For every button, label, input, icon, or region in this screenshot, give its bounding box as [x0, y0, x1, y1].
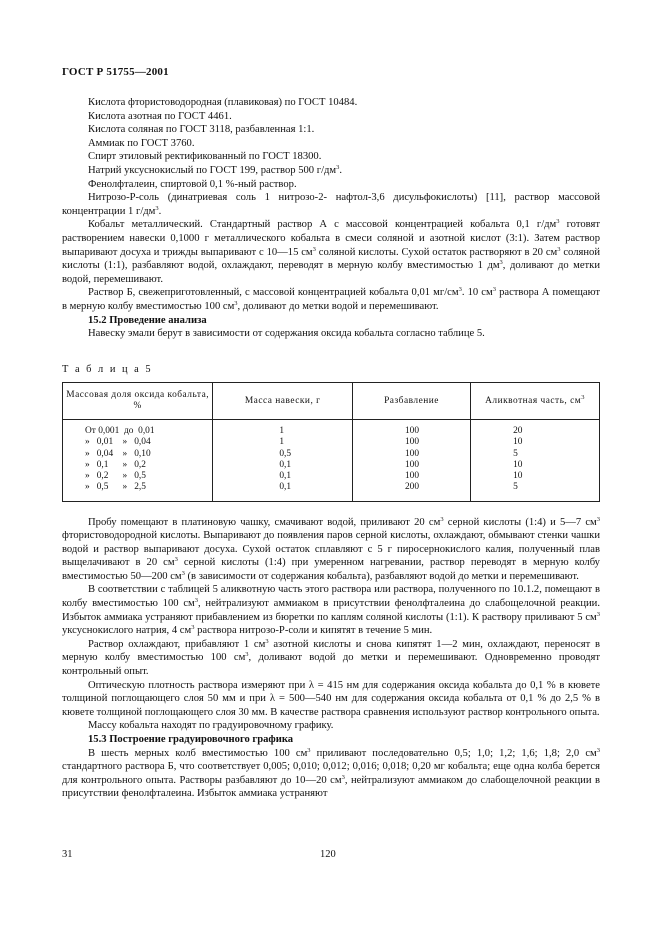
cell-aliquot: 10: [471, 471, 600, 482]
table-row: [63, 482, 600, 501]
col-header-mass: Масса навески, г: [213, 383, 353, 420]
cell-aliquot: 10: [471, 437, 600, 448]
reagent-line: Кислота азотная по ГОСТ 4461.: [88, 110, 232, 122]
section-heading-15-2: 15.2 Проведение анализа: [88, 314, 207, 326]
cell-range: » 0,04 » 0,10: [63, 449, 213, 460]
footer-page-number: 120: [320, 849, 336, 860]
table-caption: Т а б л и ц а 5: [62, 363, 153, 375]
cell-mass: 1: [213, 437, 353, 448]
paragraph-cobalt: Кобальт металлический. Стандартный раствор А с массовой концентрацией кобальта 0,1 $г/дм^3$ готовят растворением навески 0,1000 г металлического кобальта в смеси соляной и азотной кислот (3:1). Затем раствор выпаривают досуха и трижды выпаривают с 10—15 $см^3$ соляной кислоты. Сухой остаток растворяют в 20 $см^3$ соляной кислоты (1:1), разбавляют водой, охлаждают, переводят в мерную колбу вместимостью 1 $дм^3$, доливают до метки водой, перемешивают.: [62, 218, 600, 285]
table-header-row: [63, 383, 600, 420]
cell-aliquot: 5: [471, 482, 600, 501]
cell-mass: 1: [213, 420, 353, 438]
table-row: [63, 449, 600, 460]
paragraph-optical: Оптическую плотность раствора измеряют при λ = 415 нм для содержания оксида кобальта до 0,1 % в кювете толщиной поглощающего слоя 50 мм и при λ = 500—540 нм для содержания оксида кобальта от 0,1 % до 2,5 % в кювете толщиной поглощающего слоя 30 мм. В качестве раствора сравнения используют раствор контрольного опыта.: [62, 679, 600, 718]
table-5: [62, 382, 600, 501]
paragraph-solution-b: Раствор Б, свежеприготовленный, с массовой концентрацией кобальта 0,01 $мг/см^3$. 10 $см^3$ раствора А помещают в мерную колбу вместимостью 100 $см^3$, доливают до метки водой и перемешивают.: [62, 286, 600, 312]
table-row: [63, 471, 600, 482]
reagent-line: Кислота фтористоводородная (плавиковая) по ГОСТ 10484.: [88, 97, 358, 108]
reagent-line: Фенолфталеин, спиртовой 0,1 %-ный раствор.: [88, 178, 297, 190]
document-header: ГОСТ Р 51755—2001: [62, 66, 169, 78]
paragraph-mass: Массу кобальта находят по градуировочному графику.: [88, 720, 334, 732]
cell-mass: 0,5: [213, 449, 353, 460]
reagent-line: Аммиак по ГОСТ 3760.: [88, 137, 195, 149]
cell-range: » 0,5 » 2,5: [63, 482, 213, 501]
footer-page-left: 31: [62, 849, 73, 860]
table-row: [63, 437, 600, 448]
reagent-line: Кислота соляная по ГОСТ 3118, разбавленная 1:1.: [88, 124, 315, 136]
cell-range: » 0,1 » 0,2: [63, 460, 213, 471]
section-heading-15-3: 15.3 Построение градуировочного графика: [88, 734, 294, 745]
cell-mass: 0,1: [213, 482, 353, 501]
cell-dilution: 100: [352, 437, 470, 448]
cell-dilution: 100: [352, 449, 470, 460]
paragraph-aliquot: В соответствии с таблицей 5 аликвотную часть этого раствора или раствора, полученного по 10.1.2, помещают в колбу вместимостью 100 $см^3$, нейтрализуют аммиаком в присутствии фенолфталеина до слабощелочной реакции. Избыток аммиака устраняют прибавлением из бюретки по каплям соляной кислоты (1:1). К раствору приливают 5 $см^3$ уксуснокислого натрия, 4 $см^3$ раствора нитрозо-Р-соли и кипятят в течение 5 мин.: [62, 584, 600, 637]
paragraph-nitroso: Нитрозо-Р-соль (динатриевая соль 1 нитрозо-2- нафтол-3,6 дисульфокислоты) [11], раствор массовой концентрации 1 $г/дм^3$.: [62, 192, 600, 217]
cell-mass: 0,1: [213, 460, 353, 471]
cell-dilution: 200: [352, 482, 470, 501]
col-header-aliquot: Аликвотная часть, $см^3$: [471, 383, 600, 420]
cell-aliquot: 20: [471, 420, 600, 438]
table-row: [63, 420, 600, 438]
paragraph-calibration: В шесть мерных колб вместимостью 100 $см^3$ приливают последовательно 0,5; 1,0; 1,2; 1,6; 1,8; 2,0 $см^3$ стандартного раствора Б, что соответствует 0,005; 0,010; 0,012; 0,016; 0,018; 0,20 мг кобальта; еще одна колба берется для контрольного опыта. Растворы разбавляют до 10—20 $см^3$, нейтрализуют аммиаком до слабощелочной реакции в присутствии фенолфталеина. Избыток аммиака устраняют: [62, 746, 600, 800]
reagent-line: Натрий уксуснокислый по ГОСТ 199, раствор 500 $г/дм^3$.: [88, 163, 343, 176]
cell-dilution: 100: [352, 460, 470, 471]
spacer: [62, 502, 600, 516]
cell-range: От 0,001 до 0,01: [63, 420, 213, 438]
cell-mass: 0,1: [213, 471, 353, 482]
col-header-oxide: Массовая доля оксида кобальта, %: [63, 383, 213, 420]
page-body: [62, 96, 600, 801]
reagent-line: Спирт этиловый ректификованный по ГОСТ 18300.: [88, 151, 322, 163]
paragraph-probe: Пробу помещают в платиновую чашку, смачивают водой, приливают 20 $см^3$ серной кислоты (1:4) и 5—7 $см^3$ фтористоводородной кислоты. Выпаривают до появления паров серной кислоты, охлаждают, обмывают стенки чашки водой и раствор выпаривают досуха. Сухой остаток сплавляют с 5 г пиросернокислого калия, полученный плав выщелачивают в 20 $см^3$ серной кислоты (1:4) при умеренном нагревании, раствор переводят в мерную колбу вместимостью 50—200 $см^3$ (в зависимости от содержания кобальта), разбавляют водой до метки и перемешивают.: [62, 515, 601, 582]
cell-dilution: 100: [352, 420, 470, 438]
cell-range: » 0,2 » 0,5: [63, 471, 213, 482]
cell-aliquot: 10: [471, 460, 600, 471]
col-header-dilution: Разбавление: [352, 383, 470, 420]
table-row: [63, 460, 600, 471]
cell-range: » 0,01 » 0,04: [63, 437, 213, 448]
cell-dilution: 100: [352, 471, 470, 482]
paragraph-sample: Навеску эмали берут в зависимости от содержания оксида кобальта согласно таблице 5.: [88, 328, 485, 340]
paragraph-cool: Раствор охлаждают, прибавляют 1 $см^3$ азотной кислоты и снова кипятят 1—2 мин, охлаждают, переносят в мерную колбу вместимостью 100 $см^3$, доливают водой до метки и перемешивают. Одновременно проводят контрольный опыт.: [62, 637, 600, 678]
cell-aliquot: 5: [471, 449, 600, 460]
